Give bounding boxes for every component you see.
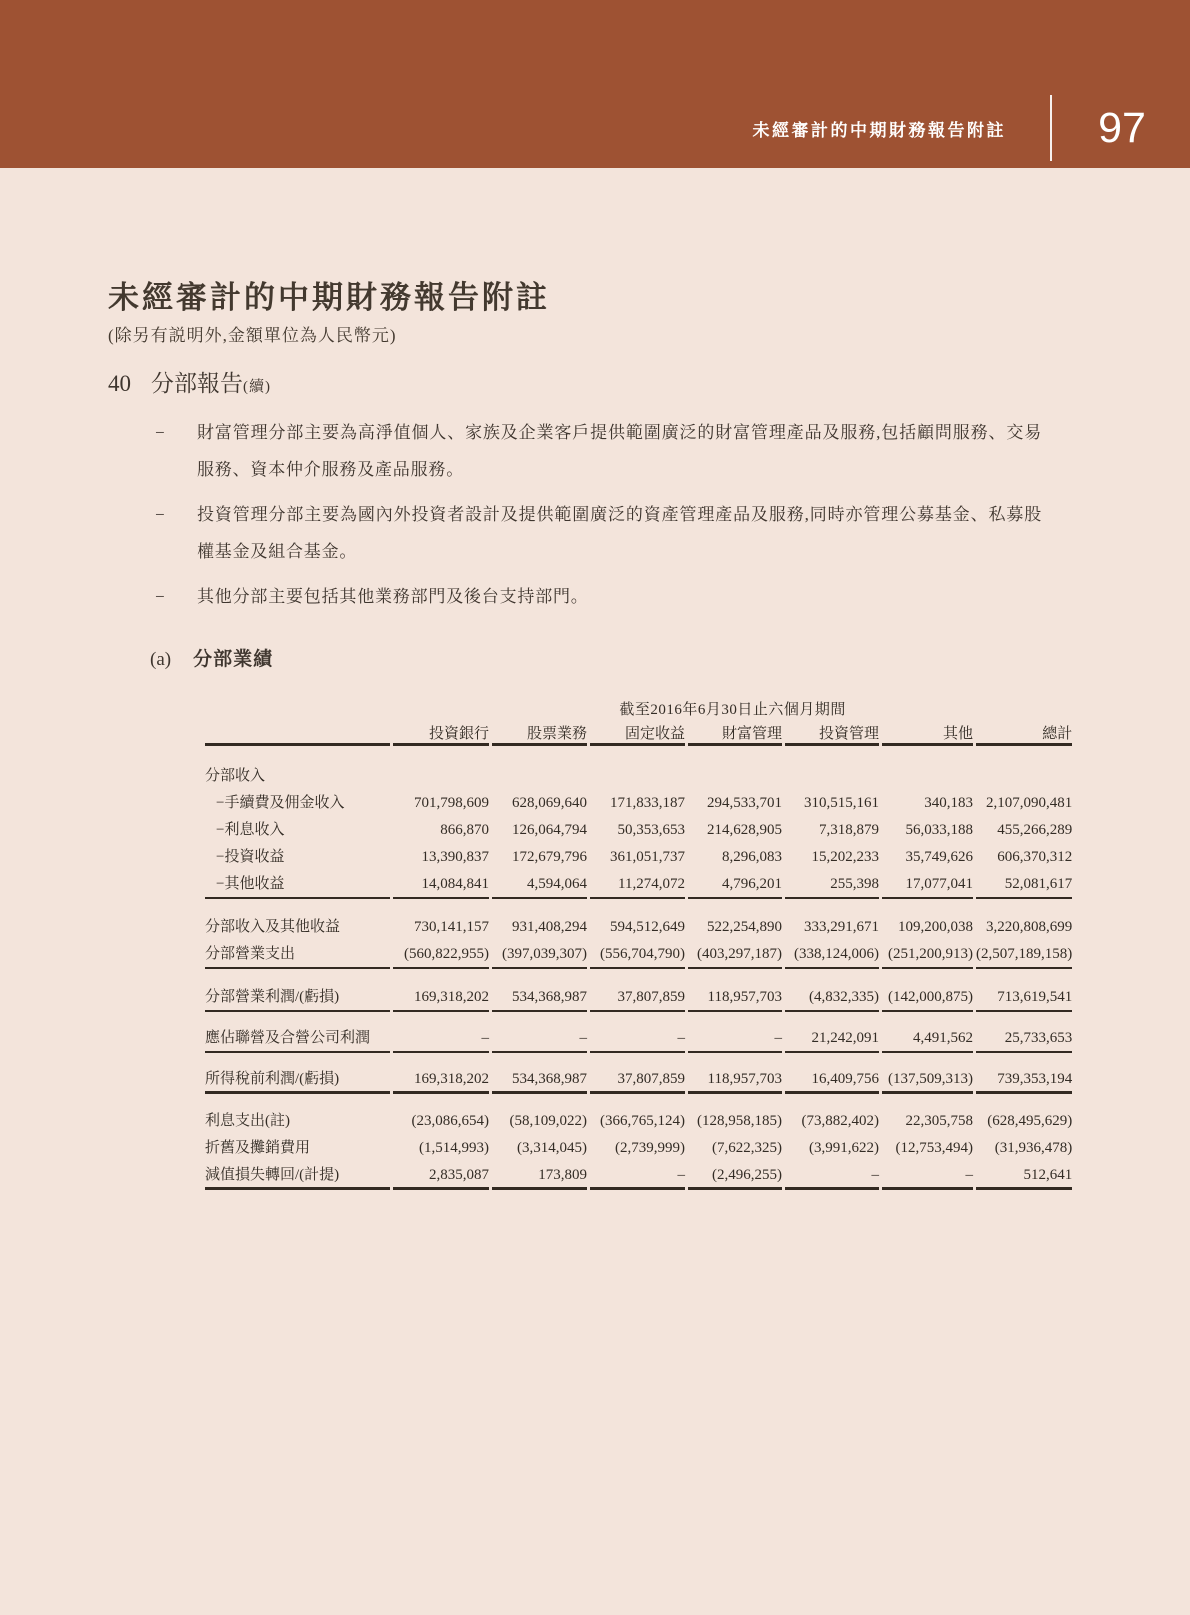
cell-value: 15,202,233	[811, 849, 879, 865]
table-row	[205, 1157, 1072, 1184]
cell-value: 169,318,202	[414, 1071, 489, 1087]
cell-value: 52,081,617	[1004, 876, 1073, 892]
row-label: 分部營業支出	[205, 946, 296, 962]
cell-value: 214,628,905	[707, 822, 782, 838]
cell-value: (628,495,629)	[987, 1113, 1073, 1129]
cell-value: (142,000,875)	[888, 989, 973, 1005]
cell-value: –	[481, 1030, 489, 1046]
cell-value: 340,183	[924, 795, 973, 811]
cell-value	[688, 746, 782, 785]
cell-value: (137,509,313)	[888, 1071, 973, 1087]
cell-value	[976, 746, 1072, 785]
cell-value	[785, 746, 879, 785]
cell-value: 25,733,653	[1004, 1030, 1073, 1046]
cell-value: –	[579, 1030, 587, 1046]
column-header: 股票業務	[492, 719, 587, 746]
cell-value: 16,409,756	[811, 1071, 879, 1087]
cell-value: 37,807,859	[617, 1071, 685, 1087]
table-row	[205, 1094, 1072, 1130]
cell-value: –	[677, 1030, 685, 1046]
bullet-text: 其他分部主要包括其他業務部門及後台支持部門。	[197, 587, 589, 606]
column-header: 財富管理	[688, 719, 782, 746]
table-row	[205, 899, 1072, 936]
rule-segment	[393, 1184, 489, 1190]
row-label: −其他收益	[216, 876, 285, 892]
list-item	[155, 496, 1190, 570]
row-label: −投資收益	[216, 849, 285, 865]
dash-bullet-icon: −	[155, 423, 165, 442]
row-label: 減值損失轉回/(計提)	[205, 1167, 340, 1183]
section-number: 40	[108, 371, 131, 396]
cell-value: 11,274,072	[618, 876, 685, 892]
column-header-row	[205, 719, 1072, 746]
page-content	[0, 280, 1190, 1190]
header-band	[0, 0, 1190, 168]
table-row	[205, 1053, 1072, 1088]
cell-value: 118,957,703	[707, 989, 782, 1005]
cell-value: 35,749,626	[905, 849, 973, 865]
rule-segment	[976, 1184, 1072, 1190]
table-row	[205, 1012, 1072, 1047]
cell-value: 361,051,737	[610, 849, 685, 865]
cell-value: 7,318,879	[819, 822, 879, 838]
cell-value: 534,368,987	[512, 1071, 587, 1087]
cell-value: 628,069,640	[512, 795, 587, 811]
row-label: 所得稅前利潤/(虧損)	[205, 1071, 340, 1087]
cell-value: 21,242,091	[811, 1030, 879, 1046]
cell-value: 310,515,161	[804, 795, 879, 811]
dash-bullet-icon: −	[155, 505, 165, 524]
table-row	[205, 1130, 1072, 1157]
row-label: −手續費及佣金收入	[216, 795, 345, 811]
cell-value: (2,507,189,158)	[976, 946, 1073, 962]
cell-value: (2,496,255)	[712, 1167, 782, 1183]
column-header: 投資管理	[785, 719, 879, 746]
cell-value: (1,514,993)	[419, 1140, 489, 1156]
cell-value: 3,220,808,699	[986, 919, 1073, 935]
header-band-inner	[753, 94, 1153, 162]
period-header: 截至2016年6月30日止六個月期間	[619, 701, 846, 718]
table-rule	[205, 1184, 1072, 1190]
cell-value: (12,753,494)	[895, 1140, 973, 1156]
cell-value: 594,512,649	[610, 919, 685, 935]
rule-segment	[590, 1184, 685, 1190]
cell-value: 455,266,289	[997, 822, 1073, 838]
cell-value: –	[871, 1167, 879, 1183]
table-row	[205, 866, 1072, 893]
rule-segment	[785, 1184, 879, 1190]
list-item	[155, 578, 1190, 615]
section-title: 分部報告	[151, 371, 243, 396]
cell-value: (366,765,124)	[600, 1113, 685, 1129]
cell-value: 866,870	[440, 822, 489, 838]
cell-value: 4,594,064	[527, 876, 587, 892]
cell-value: (73,882,402)	[801, 1113, 879, 1129]
cell-value: 56,033,188	[905, 822, 973, 838]
rule-segment	[492, 1184, 587, 1190]
row-label: 折舊及攤銷費用	[205, 1140, 311, 1156]
header-divider	[1050, 95, 1052, 161]
cell-value: 37,807,859	[617, 989, 685, 1005]
page-number: 97	[1098, 103, 1146, 152]
segment-results-table	[202, 697, 1075, 1190]
running-header-title: 未經審計的中期財務報告附註	[752, 120, 1006, 140]
cell-value: 169,318,202	[414, 989, 489, 1005]
cell-value: (31,936,478)	[994, 1140, 1073, 1156]
label-column-header	[205, 719, 390, 746]
cell-value: 522,254,890	[707, 919, 782, 935]
list-item	[155, 414, 1190, 488]
dash-bullet-icon: −	[155, 587, 165, 606]
cell-value: –	[677, 1167, 685, 1183]
bullet-text: 財富管理分部主要為高淨值個人、家族及企業客戶提供範圍廣泛的財富管理產品及服務,包括顧問服務、交易服務、資本仲介服務及產品服務。	[197, 423, 1042, 479]
segment-table-body	[205, 746, 1072, 1190]
cell-value: –	[774, 1030, 782, 1046]
cell-value: 2,835,087	[429, 1167, 489, 1183]
cell-value: (4,832,335)	[809, 989, 879, 1005]
cell-value: 4,491,562	[913, 1030, 973, 1046]
empty-corner-cell	[205, 697, 390, 719]
cell-value	[492, 746, 587, 785]
subsection-label: (a)	[150, 649, 172, 670]
cell-value: (556,704,790)	[600, 946, 685, 962]
cell-value: 255,398	[830, 876, 879, 892]
cell-value: 13,390,837	[421, 849, 489, 865]
rule-segment	[882, 1184, 973, 1190]
table-row	[205, 746, 1072, 785]
cell-value: 701,798,609	[414, 795, 489, 811]
cell-value: (560,822,955)	[404, 946, 489, 962]
cell-value: (7,622,325)	[712, 1140, 782, 1156]
table-row	[205, 812, 1072, 839]
cell-value	[393, 746, 489, 785]
cell-value: (251,200,913)	[888, 946, 973, 962]
cell-value: –	[965, 1167, 973, 1183]
period-header-row	[205, 697, 1072, 719]
cell-value: (128,958,185)	[697, 1113, 782, 1129]
cell-value	[590, 746, 685, 785]
subsection-heading	[150, 647, 1190, 673]
row-label: 應佔聯營及合營公司利潤	[205, 1030, 371, 1046]
cell-value: 173,809	[538, 1167, 587, 1183]
cell-value: 109,200,038	[898, 919, 973, 935]
cell-value: 171,833,187	[610, 795, 685, 811]
cell-value: 606,370,312	[997, 849, 1073, 865]
cell-value: 730,141,157	[414, 919, 489, 935]
column-header: 總計	[976, 719, 1072, 746]
cell-value: 739,353,194	[997, 1071, 1073, 1087]
cell-value: 931,408,294	[512, 919, 587, 935]
row-label: 分部收入及其他收益	[205, 919, 341, 935]
cell-value: 172,679,796	[512, 849, 587, 865]
cell-value: 118,957,703	[707, 1071, 782, 1087]
cell-value: 50,353,653	[617, 822, 685, 838]
cell-value: (338,124,006)	[794, 946, 879, 962]
cell-value: (23,086,654)	[411, 1113, 489, 1129]
section-continued-note: (續)	[243, 379, 271, 395]
bullet-text: 投資管理分部主要為國內外投資者設計及提供範圍廣泛的資產管理產品及服務,同時亦管理公募基金、私募股權基金及組合基金。	[197, 505, 1042, 561]
cell-value: 2,107,090,481	[986, 795, 1073, 811]
column-header: 其他	[882, 719, 973, 746]
table-row	[205, 839, 1072, 866]
cell-value: 512,641	[1023, 1167, 1073, 1183]
cell-value: 534,368,987	[512, 989, 587, 1005]
cell-value: 126,064,794	[512, 822, 587, 838]
table-row	[205, 936, 1072, 963]
cell-value: (58,109,022)	[509, 1113, 587, 1129]
cell-value: (3,314,045)	[517, 1140, 587, 1156]
cell-value: (397,039,307)	[502, 946, 587, 962]
cell-value: 17,077,041	[905, 876, 973, 892]
cell-value: 4,796,201	[722, 876, 782, 892]
column-header: 固定收益	[590, 719, 685, 746]
cell-value: 294,533,701	[707, 795, 782, 811]
rule-segment	[205, 1184, 390, 1190]
cell-value: 333,291,671	[804, 919, 879, 935]
subsection-title: 分部業績	[193, 649, 274, 670]
cell-value: 713,619,541	[997, 989, 1073, 1005]
cell-value: (403,297,187)	[697, 946, 782, 962]
cell-value: 14,084,841	[421, 876, 489, 892]
cell-value: 8,296,083	[722, 849, 782, 865]
cell-value	[882, 746, 973, 785]
section-heading	[108, 369, 1190, 402]
row-label: 分部收入	[205, 768, 266, 784]
document-subtitle: (除另有説明外,金額單位為人民幣元)	[108, 326, 397, 345]
table-row	[205, 969, 1072, 1006]
bullet-list	[155, 414, 1190, 615]
cell-value: (2,739,999)	[615, 1140, 685, 1156]
cell-value: 22,305,758	[905, 1113, 973, 1129]
rule-segment	[688, 1184, 782, 1190]
row-label: 利息支出(註)	[205, 1113, 290, 1129]
table-row	[205, 785, 1072, 812]
cell-value: (3,991,622)	[809, 1140, 879, 1156]
row-label: 分部營業利潤/(虧損)	[205, 989, 340, 1005]
document-title: 未經審計的中期財務報告附註	[108, 280, 550, 315]
row-label: −利息收入	[216, 822, 285, 838]
column-header: 投資銀行	[393, 719, 489, 746]
